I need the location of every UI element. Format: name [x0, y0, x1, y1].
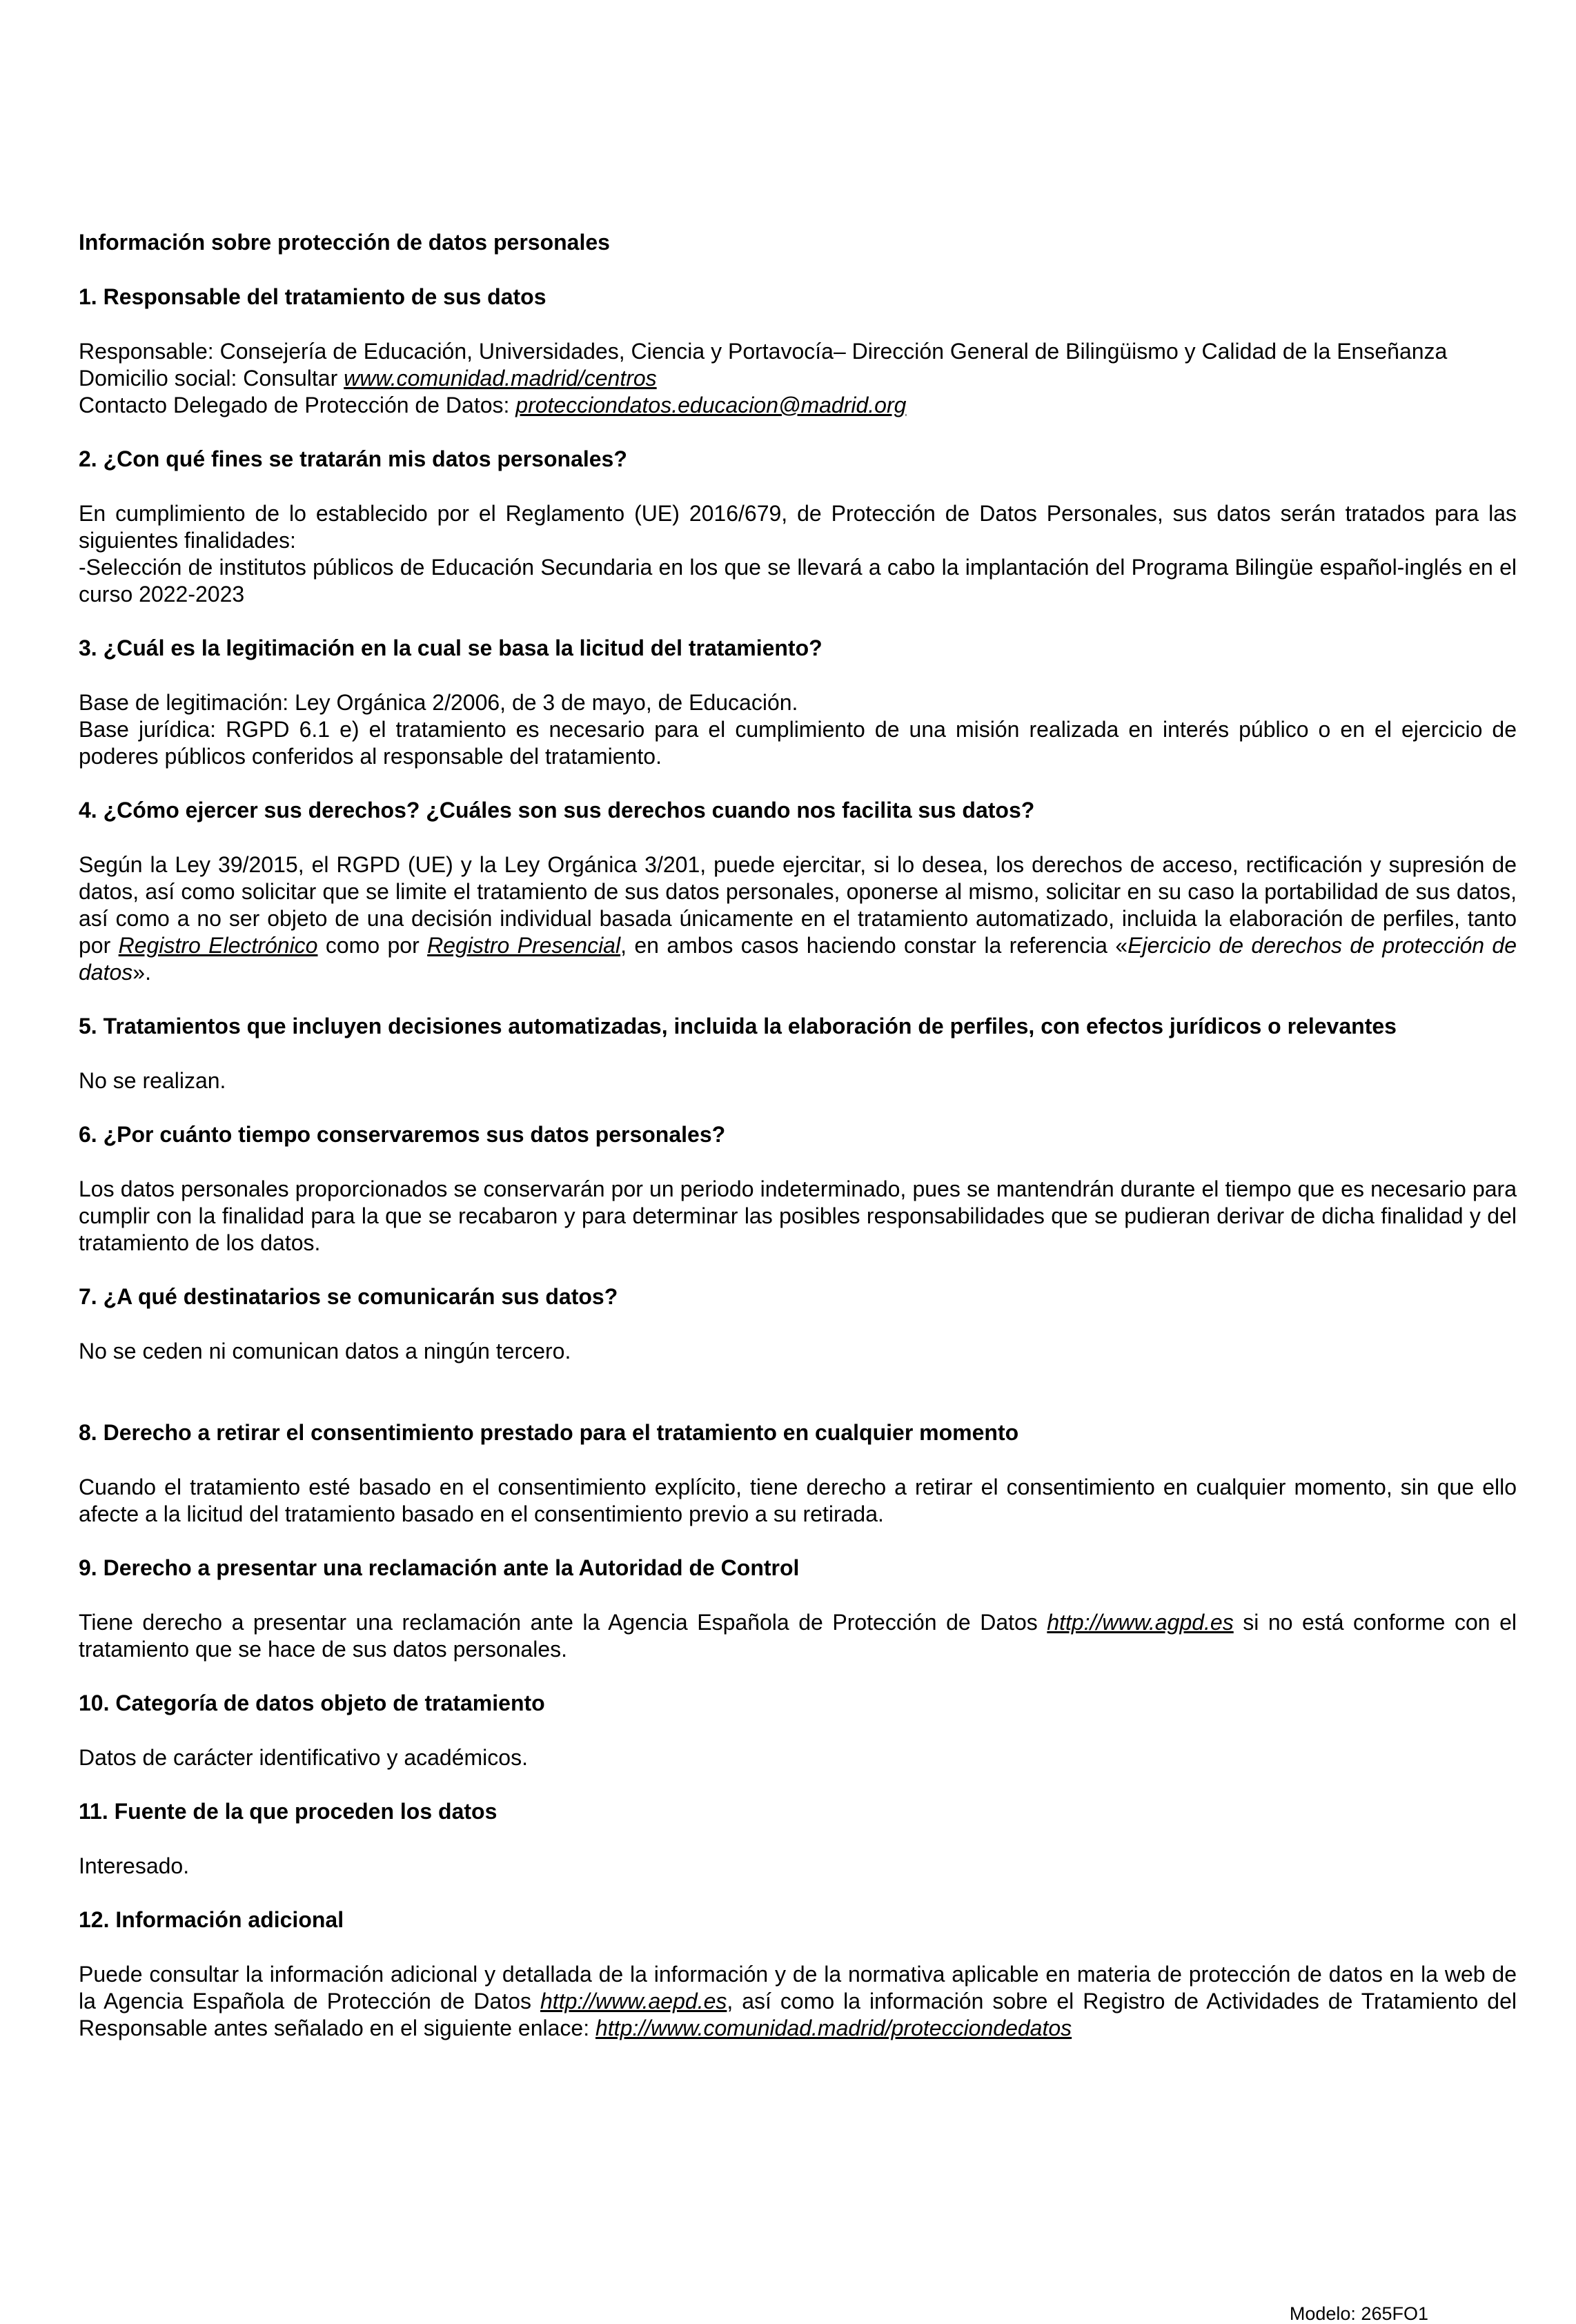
section-12 [79, 1907, 1517, 2042]
contacto-line [79, 392, 1517, 419]
document-title: Información sobre protección de datos personales [79, 230, 610, 255]
section-9-text-b: si no está conforme con el tratamiento que se hace de sus datos personales. [79, 1610, 1517, 1662]
section-2-paragraph-2: -Selección de institutos públicos de Educación Secundaria en los que se llevará a cabo la implantación del Programa Bilingüe español-inglés en el curso 2022-2023 [79, 555, 1517, 607]
section-11 [79, 1798, 1517, 1880]
section-4-text-c: , en ambos casos haciendo constar la referencia « [620, 933, 1128, 958]
section-11-paragraph: Interesado. [79, 1853, 190, 1878]
section-9 [79, 1555, 1517, 1663]
section-9-heading: 9. Derecho a presentar una reclamación ante la Autoridad de Control [79, 1555, 800, 1580]
section-1 [79, 284, 1517, 419]
registro-presencial-link[interactable]: Registro Presencial [427, 933, 621, 958]
section-12-paragraph [79, 1961, 1517, 2042]
section-6 [79, 1121, 1517, 1257]
section-2 [79, 446, 1517, 608]
reference-text: Ejercicio de derechos de protección de datos [79, 933, 1517, 985]
section-8 [79, 1419, 1517, 1528]
domicilio-line [79, 365, 1517, 392]
section-12-heading: 12. Información adicional [79, 1907, 344, 1932]
section-1-heading: 1. Responsable del tratamiento de sus datos [79, 284, 546, 309]
section-7 [79, 1283, 1517, 1365]
section-2-paragraph-1: En cumplimiento de lo establecido por el Reglamento (UE) 2016/679, de Protección de Datos Personales, sus datos serán tratados para las siguientes finalidades: [79, 501, 1517, 553]
section-3 [79, 635, 1517, 770]
section-5-heading: 5. Tratamientos que incluyen decisiones automatizadas, incluida la elaboración de perfiles, con efectos jurídicos o relevantes [79, 1014, 1397, 1038]
document-body [79, 229, 1517, 2069]
section-10-heading: 10. Categoría de datos objeto de tratamiento [79, 1691, 545, 1715]
aepd-link[interactable]: http://www.aepd.es [540, 1989, 727, 2013]
section-4-text-d: ». [132, 960, 151, 985]
registro-electronico-link[interactable]: Registro Electrónico [118, 933, 318, 958]
section-4 [79, 797, 1517, 986]
section-3-paragraph-1: Base de legitimación: Ley Orgánica 2/2006, de 3 de mayo, de Educación. [79, 690, 798, 715]
section-spacer [79, 1392, 1517, 1419]
centros-link[interactable]: www.comunidad.madrid/centros [344, 366, 657, 391]
section-10-paragraph: Datos de carácter identificativo y académicos. [79, 1745, 528, 1770]
section-7-paragraph: No se ceden ni comunican datos a ningún tercero. [79, 1339, 571, 1363]
section-5-paragraph: No se realizan. [79, 1068, 226, 1093]
responsable-text: Responsable: Consejería de Educación, Universidades, Ciencia y Portavocía– Dirección General de Bilingüismo y Calidad de la Enseñanza [79, 339, 1448, 364]
section-8-paragraph: Cuando el tratamiento esté basado en el consentimiento explícito, tiene derecho a retirar el consentimiento en cualquier momento, sin que ello afecte a la licitud del tratamiento basado en el consentimiento previo a su retirada. [79, 1475, 1517, 1526]
section-11-heading: 11. Fuente de la que proceden los datos [79, 1799, 498, 1824]
section-2-heading: 2. ¿Con qué fines se tratarán mis datos personales? [79, 446, 627, 471]
domicilio-label: Domicilio social: Consultar [79, 366, 344, 391]
section-8-heading: 8. Derecho a retirar el consentimiento prestado para el tratamiento en cualquier momento [79, 1420, 1019, 1445]
section-4-paragraph [79, 851, 1517, 986]
section-12-text-b: , así como la información sobre el Registro de Actividades de Tratamiento del Responsable antes señalado en el siguiente enlace: [79, 1989, 1517, 2040]
section-6-paragraph: Los datos personales proporcionados se conservarán por un periodo indeterminado, pues se mantendrán durante el tiempo que es necesario para cumplir con la finalidad para la que se recabaron y para determinar las posibles responsabilidades que se pudieran derivar de dicha finalidad y del tratamiento de los datos. [79, 1176, 1517, 1255]
proteccion-datos-madrid-link[interactable]: http://www.comunidad.madrid/protecciondedatos [595, 2016, 1072, 2040]
contacto-label: Contacto Delegado de Protección de Datos: [79, 393, 516, 417]
section-3-heading: 3. ¿Cuál es la legitimación en la cual se basa la licitud del tratamiento? [79, 636, 823, 660]
section-6-heading: 6. ¿Por cuánto tiempo conservaremos sus datos personales? [79, 1122, 726, 1147]
section-9-paragraph [79, 1609, 1517, 1663]
section-5 [79, 1013, 1517, 1094]
section-10 [79, 1690, 1517, 1771]
agpd-link[interactable]: http://www.agpd.es [1047, 1610, 1234, 1635]
section-4-heading: 4. ¿Cómo ejercer sus derechos? ¿Cuáles son sus derechos cuando nos facilita sus datos? [79, 798, 1035, 823]
modelo-label: Modelo: 265FO1 [1289, 2303, 1428, 2324]
section-9-text-a: Tiene derecho a presentar una reclamación ante la Agencia Española de Protección de Datos [79, 1610, 1047, 1635]
section-12-text-a: Puede consultar la información adicional y detallada de la información y de la normativa aplicable en materia de protección de datos en la web de la Agencia Española de Protección de Datos [79, 1962, 1517, 2013]
dpo-email-link[interactable]: protecciondatos.educacion@madrid.org [515, 393, 907, 417]
section-7-heading: 7. ¿A qué destinatarios se comunicarán sus datos? [79, 1284, 618, 1309]
section-4-text-b: como por [317, 933, 428, 958]
section-3-paragraph-2: Base jurídica: RGPD 6.1 e) el tratamiento es necesario para el cumplimiento de una misión realizada en interés público o en el ejercicio de poderes públicos conferidos al responsable del tratamiento. [79, 717, 1517, 769]
section-4-text-a: Según la Ley 39/2015, el RGPD (UE) y la Ley Orgánica 3/201, puede ejercitar, si lo desea, los derechos de acceso, rectificación y supresión de datos, así como solicitar que se limite el tratamiento de sus datos personales, oponerse al mismo, solicitar en su caso la portabilidad de sus datos, así como a no ser objeto de una decisión individual basada únicamente en el tratamiento automatizado, incluida la elaboración de perfiles, tanto por [79, 852, 1517, 958]
